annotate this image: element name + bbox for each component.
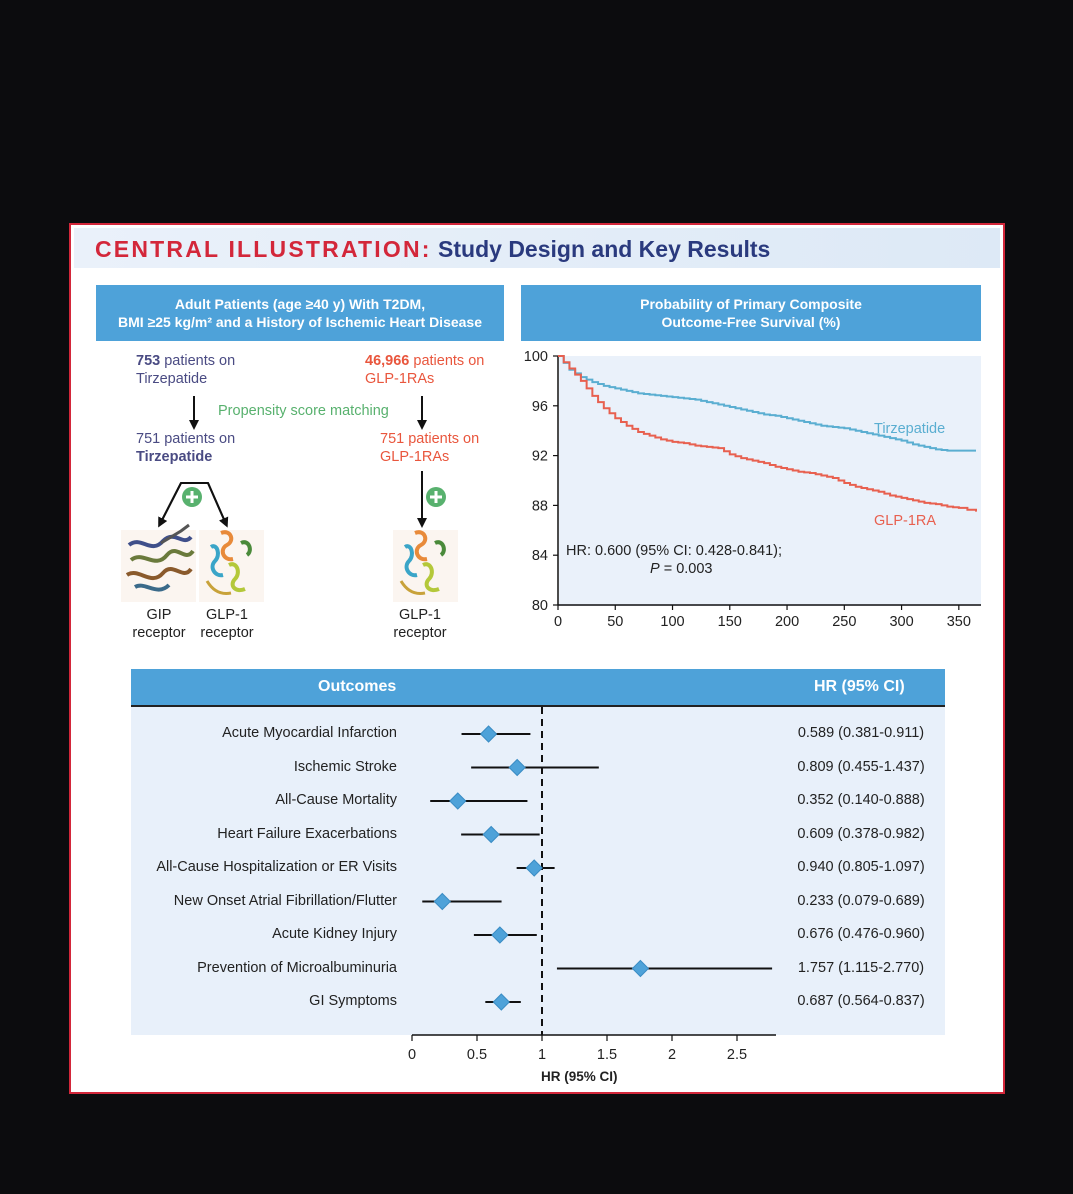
left-before-count: 753 [136, 353, 161, 369]
plus-icon-left [182, 487, 202, 507]
km-x-tick-label: 300 [889, 614, 914, 630]
population-line-1: Adult Patients (age ≥40 y) With T2DM, [174, 296, 426, 312]
forest-row-label: GI Symptoms [309, 993, 397, 1009]
right-before-text: patients on [409, 353, 485, 369]
forest-row-label: All-Cause Hospitalization or ER Visits [156, 859, 397, 875]
title-main-text: Study Design and Key Results [438, 236, 771, 262]
left-before-drug: Tirzepatide [136, 371, 208, 387]
matching-label: Propensity score matching [218, 403, 389, 419]
forest-point-diamond [483, 827, 499, 843]
forest-row-label: Acute Kidney Injury [272, 926, 397, 942]
gip-receptor-structure-icon [121, 525, 196, 602]
right-before-count: 46,966 [365, 353, 410, 369]
forest-row-value: 0.589 (0.381-0.911) [797, 725, 925, 741]
km-y-tick-label: 92 [531, 448, 548, 465]
forest-row-label: Acute Myocardial Infarction [222, 725, 397, 741]
km-x-tick-label: 50 [607, 614, 624, 630]
km-p-value: = 0.003 [659, 561, 713, 577]
title-prefix: CENTRAL ILLUSTRATION: [95, 236, 432, 262]
km-y-tick-label: 88 [531, 498, 548, 515]
km-x-tick-label: 150 [717, 614, 742, 630]
km-header-line-1: Probability of Primary Composite [640, 296, 862, 312]
forest-row-label: New Onset Atrial Fibrillation/Flutter [173, 892, 397, 909]
gip-label-2: receptor [132, 625, 186, 641]
forest-row-value: 0.940 (0.805-1.097) [797, 859, 925, 875]
km-y-tick-label: 96 [531, 398, 548, 415]
figure-graphics [71, 225, 1007, 1096]
left-after-drug: Tirzepatide [136, 449, 213, 465]
km-label-tirzepatide: Tirzepatide [874, 421, 946, 437]
plus-icon-right [426, 487, 446, 507]
forest-x-tick-label: 0.5 [466, 1047, 488, 1063]
forest-row-label: All-Cause Mortality [275, 792, 397, 808]
glp1-left-label-1: GLP-1 [206, 607, 248, 623]
forest-x-tick-label: 1.5 [596, 1047, 618, 1063]
forest-row-value: 0.609 (0.378-0.982) [797, 825, 925, 842]
km-series-glp1ra [558, 356, 976, 512]
forest-point-diamond [450, 793, 466, 809]
forest-x-tick-label: 1 [537, 1047, 547, 1063]
km-header-line-2: Outcome-Free Survival (%) [661, 314, 841, 330]
forest-row-value: 0.687 (0.564-0.837) [797, 993, 925, 1009]
km-series-tirzepatide [558, 356, 976, 451]
forest-row-label: Prevention of Microalbuminuria [197, 959, 397, 976]
km-x-tick-label: 350 [946, 614, 971, 630]
right-after-drug: GLP-1RAs [380, 449, 450, 465]
forest-row-value: 0.352 (0.140-0.888) [797, 792, 925, 808]
km-x-tick-label: 0 [553, 614, 563, 630]
km-y-tick-label: 100 [523, 349, 548, 365]
glp1-left-label-2: receptor [200, 625, 254, 641]
glp1-receptor-structure-icon-left [199, 530, 264, 602]
km-x-tick-label: 250 [832, 614, 857, 630]
forest-col-outcomes: Outcomes [318, 678, 397, 695]
forest-row-label: Ischemic Stroke [293, 758, 397, 775]
forest-x-axis-label: HR (95% CI) [541, 1069, 618, 1084]
forest-point-diamond [434, 894, 450, 910]
forest-x-tick-label: 2 [667, 1047, 677, 1063]
forest-point-diamond [493, 994, 509, 1010]
km-label-glp1ra: GLP-1RA [874, 513, 937, 529]
right-after-text: 751 patients on [380, 431, 480, 447]
km-y-tick-label: 80 [531, 598, 548, 614]
forest-point-diamond [492, 927, 508, 943]
glp1-right-label-1: GLP-1 [399, 607, 441, 623]
population-line-2: BMI ≥25 kg/m² and a History of Ischemic Heart Disease [117, 314, 483, 330]
arrowhead-glp1-left [208, 483, 226, 524]
km-hr-line-1: HR: 0.600 (95% CI: 0.428-0.841); [566, 543, 783, 559]
forest-row-value: 0.676 (0.476-0.960) [797, 926, 925, 942]
km-p-symbol: P [650, 561, 660, 577]
forest-x-tick-label: 2.5 [726, 1047, 748, 1063]
glp1-receptor-structure-icon-right [393, 530, 458, 602]
arrowhead-gip [160, 483, 181, 524]
km-x-tick-label: 200 [774, 614, 800, 630]
central-illustration-frame [69, 223, 1005, 1094]
forest-point-diamond [509, 760, 525, 776]
forest-row-value: 1.757 (1.115-2.770) [797, 959, 925, 976]
forest-col-hr: HR (95% CI) [814, 678, 905, 695]
km-y-tick-label: 84 [531, 548, 548, 565]
left-after-text: 751 patients on [136, 431, 236, 447]
forest-row-value: 0.233 (0.079-0.689) [797, 892, 925, 909]
forest-row-label: Heart Failure Exacerbations [217, 825, 397, 842]
forest-point-diamond [526, 860, 542, 876]
gip-label-1: GIP [146, 607, 172, 623]
glp1-right-label-2: receptor [393, 625, 447, 641]
km-x-tick-label: 100 [660, 614, 685, 630]
forest-point-diamond [481, 726, 497, 742]
left-before-text: patients on [160, 353, 236, 369]
forest-x-tick-label: 0 [407, 1047, 417, 1063]
forest-point-diamond [632, 961, 648, 977]
forest-row-value: 0.809 (0.455-1.437) [797, 758, 925, 775]
right-before-drug: GLP-1RAs [365, 371, 435, 387]
